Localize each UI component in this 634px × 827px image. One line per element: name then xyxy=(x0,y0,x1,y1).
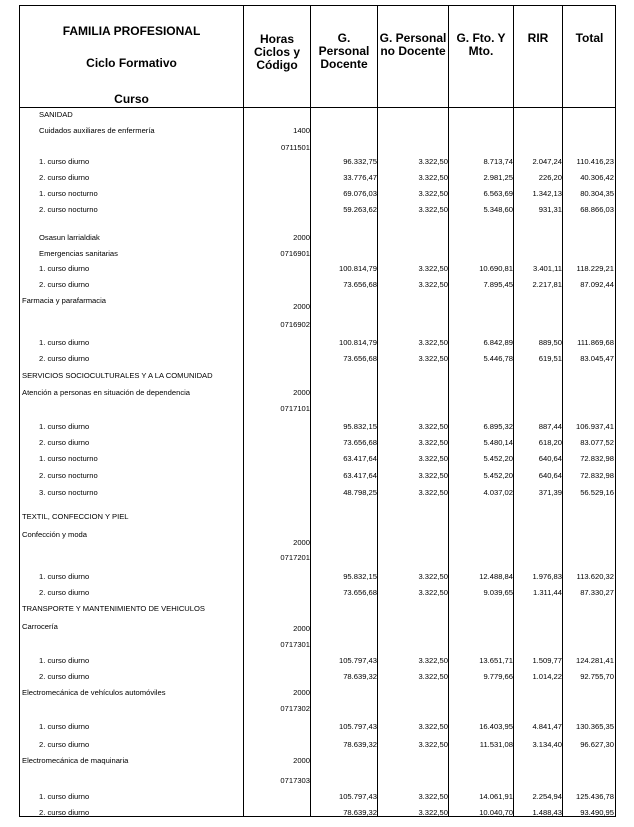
row-label: Electromecánica de maquinaria xyxy=(22,756,129,765)
table-row xyxy=(20,421,615,432)
table-row xyxy=(20,204,615,215)
cell-gp: 95.832,15 xyxy=(343,422,377,431)
table-row xyxy=(20,387,615,398)
table-row xyxy=(20,403,615,414)
cell-rir: 1.014,22 xyxy=(532,672,562,681)
table-row xyxy=(20,537,615,548)
cell-gn: 3.322,50 xyxy=(418,422,448,431)
cell-gf: 9.779,66 xyxy=(483,672,513,681)
table-row xyxy=(20,353,615,364)
row-label: Electromecánica de vehículos automóviles xyxy=(22,688,166,697)
cell-gp: 96.332,75 xyxy=(343,157,377,166)
row-label: 2. curso diurno xyxy=(39,588,90,597)
cell-tot: 111.869,68 xyxy=(577,338,614,347)
cell-horas: 0716902 xyxy=(280,320,310,329)
cell-horas: 0717302 xyxy=(280,704,310,713)
cell-gp: 78.639,32 xyxy=(343,808,377,817)
row-label: Cuidados auxiliares de enfermería xyxy=(39,126,155,135)
cell-gp: 100.814,79 xyxy=(338,338,377,347)
cell-gf: 9.039,65 xyxy=(483,588,513,597)
cell-gf: 6.563,69 xyxy=(483,189,513,198)
cell-gn: 3.322,50 xyxy=(418,808,448,817)
cell-rir: 618,20 xyxy=(538,438,562,447)
row-label: Osasun larrialdiak xyxy=(39,233,100,242)
cell-rir: 371,39 xyxy=(538,488,562,497)
table-row xyxy=(20,587,615,598)
table-row xyxy=(20,301,615,312)
header-gnodocente: G. Personal no Docente xyxy=(379,31,447,58)
cell-gn: 3.322,50 xyxy=(418,157,448,166)
cell-horas: 2000 xyxy=(293,624,310,633)
cell-rir: 889,50 xyxy=(538,338,562,347)
cell-gp: 48.798,25 xyxy=(343,488,377,497)
row-label: TRANSPORTE Y MANTENIMIENTO DE VEHICULOS xyxy=(22,604,205,613)
table-row xyxy=(20,639,615,650)
cell-tot: 96.627,30 xyxy=(580,740,614,749)
cell-gp: 100.814,79 xyxy=(338,264,377,273)
table-row xyxy=(20,552,615,563)
row-label: SANIDAD xyxy=(39,110,73,119)
row-label: 2. curso diurno xyxy=(39,280,90,289)
cell-rir: 931,31 xyxy=(538,205,562,214)
cell-tot: 93.490,95 xyxy=(580,808,614,817)
cell-horas: 0717303 xyxy=(280,776,310,785)
cell-gf: 10.690,81 xyxy=(479,264,513,273)
cell-tot: 92.755,70 xyxy=(580,672,614,681)
row-label: 2. curso nocturno xyxy=(39,205,98,214)
row-label: 1. curso diurno xyxy=(39,157,90,166)
table-row xyxy=(20,437,615,448)
cell-gn: 3.322,50 xyxy=(418,588,448,597)
cell-gf: 2.981,25 xyxy=(483,173,513,182)
cell-tot: 113.620,32 xyxy=(576,572,614,581)
cell-gp: 78.639,32 xyxy=(343,740,377,749)
row-label: 2. curso diurno xyxy=(39,438,90,447)
cell-horas: 0717101 xyxy=(280,404,310,413)
row-label: 2. curso diurno xyxy=(39,173,90,182)
cell-tot: 56.529,16 xyxy=(580,488,614,497)
cell-rir: 640,64 xyxy=(538,454,562,463)
cell-gn: 3.322,50 xyxy=(418,173,448,182)
row-label: 3. curso nocturno xyxy=(39,488,98,497)
cell-horas: 2000 xyxy=(293,233,310,242)
cell-gf: 11.531,08 xyxy=(479,740,513,749)
cell-gp: 73.656,68 xyxy=(343,354,377,363)
cell-rir: 2.217,81 xyxy=(532,280,562,289)
table-row xyxy=(20,755,615,766)
row-label: Confección y moda xyxy=(22,530,88,539)
cell-horas: 2000 xyxy=(293,688,310,697)
cell-gn: 3.322,50 xyxy=(418,205,448,214)
table-row xyxy=(20,721,615,732)
cell-gp: 105.797,43 xyxy=(338,656,377,665)
cell-gp: 63.417,64 xyxy=(343,454,377,463)
cell-horas: 2000 xyxy=(293,756,310,765)
cell-gf: 7.895,45 xyxy=(483,280,513,289)
cell-tot: 83.077,52 xyxy=(580,438,614,447)
table-row xyxy=(20,453,615,464)
table-row xyxy=(20,511,615,522)
header-horas: Horas Ciclos y Código xyxy=(253,32,301,72)
cell-gf: 5.348,60 xyxy=(483,205,513,214)
cell-rir: 2.047,24 xyxy=(532,157,562,166)
cell-rir: 887,44 xyxy=(538,422,562,431)
table-row xyxy=(20,703,615,714)
row-label: SERVICIOS SOCIOCULTURALES Y A LA COMUNIDAD xyxy=(22,371,213,380)
cell-horas: 2000 xyxy=(293,302,310,311)
table-row xyxy=(20,263,615,274)
cell-gf: 14.061,91 xyxy=(479,792,513,801)
cell-horas: 2000 xyxy=(293,388,310,397)
cell-gn: 3.322,50 xyxy=(418,264,448,273)
cell-gp: 59.263,62 xyxy=(343,205,377,214)
cell-rir: 1.342,13 xyxy=(532,189,562,198)
cell-rir: 1.488,43 xyxy=(532,808,562,817)
cell-tot: 106.937,41 xyxy=(575,422,614,431)
cell-gp: 63.417,64 xyxy=(343,471,377,480)
cell-gf: 10.040,70 xyxy=(479,808,513,817)
cell-tot: 124.281,41 xyxy=(575,656,614,665)
cell-rir: 1.976,83 xyxy=(532,572,562,581)
cell-gn: 3.322,50 xyxy=(418,672,448,681)
row-label: Carrocería xyxy=(22,622,58,631)
table-row xyxy=(20,603,615,614)
cell-horas: 0711501 xyxy=(281,143,310,152)
cell-gn: 3.322,50 xyxy=(418,572,448,581)
header-curso: Curso xyxy=(114,92,149,106)
cell-gf: 5.446,78 xyxy=(483,354,513,363)
cell-rir: 1.509,77 xyxy=(532,656,562,665)
cell-gn: 3.322,50 xyxy=(418,338,448,347)
table-row xyxy=(20,109,615,120)
header-gfto: G. Fto. Y Mto. xyxy=(456,31,506,58)
row-label: Farmacia y parafarmacia xyxy=(22,296,106,305)
table-row xyxy=(20,470,615,481)
table-row xyxy=(20,188,615,199)
table-row xyxy=(20,279,615,290)
cell-gf: 6.895,32 xyxy=(483,422,513,431)
cell-tot: 118.229,21 xyxy=(576,264,614,273)
header-gpersonal: G. Personal Docente xyxy=(318,31,370,71)
row-label: TEXTIL, CONFECCION Y PIEL xyxy=(22,512,129,521)
header-total: Total xyxy=(575,31,604,45)
table-row xyxy=(20,739,615,750)
cell-gn: 3.322,50 xyxy=(418,656,448,665)
row-label: 1. curso diurno xyxy=(39,572,90,581)
cell-gn: 3.322,50 xyxy=(418,740,448,749)
cell-gf: 5.452,20 xyxy=(483,471,513,480)
cell-tot: 40.306,42 xyxy=(580,173,614,182)
cell-tot: 130.365,35 xyxy=(575,722,614,731)
cell-gn: 3.322,50 xyxy=(418,280,448,289)
cell-tot: 72.832,98 xyxy=(580,471,614,480)
row-label: 1. curso diurno xyxy=(39,656,90,665)
cell-gf: 8.713,74 xyxy=(483,157,513,166)
cell-rir: 619,51 xyxy=(538,354,562,363)
table-row xyxy=(20,319,615,330)
cell-gn: 3.322,50 xyxy=(418,471,448,480)
cell-gp: 73.656,68 xyxy=(343,438,377,447)
row-label: 1. curso diurno xyxy=(39,792,90,801)
cell-tot: 87.330,27 xyxy=(580,588,614,597)
table-row xyxy=(20,791,615,802)
cell-gn: 3.322,50 xyxy=(418,189,448,198)
cell-horas: 0717301 xyxy=(280,640,310,649)
cell-gp: 95.832,15 xyxy=(343,572,377,581)
header-ciclo: Ciclo Formativo xyxy=(86,56,177,70)
cell-gp: 73.656,68 xyxy=(343,588,377,597)
cell-rir: 3.401,11 xyxy=(533,264,562,273)
cell-tot: 72.832,98 xyxy=(580,454,614,463)
cell-gn: 3.322,50 xyxy=(418,438,448,447)
row-label: 2. curso diurno xyxy=(39,740,90,749)
budget-table xyxy=(19,5,616,817)
row-label: 1. curso nocturno xyxy=(39,189,98,198)
table-row xyxy=(20,232,615,243)
row-label: 1. curso nocturno xyxy=(39,454,98,463)
cell-horas: 2000 xyxy=(293,538,310,547)
cell-gf: 5.480,14 xyxy=(483,438,513,447)
cell-gp: 105.797,43 xyxy=(338,792,377,801)
cell-horas: 1400 xyxy=(293,126,310,135)
table-row xyxy=(20,571,615,582)
cell-gn: 3.322,50 xyxy=(418,792,448,801)
table-row xyxy=(20,142,615,153)
cell-rir: 3.134,40 xyxy=(532,740,562,749)
table-row xyxy=(20,671,615,682)
cell-tot: 68.866,03 xyxy=(580,205,614,214)
cell-horas: 0716901 xyxy=(280,249,310,258)
cell-gf: 13.651,71 xyxy=(479,656,513,665)
table-row xyxy=(20,172,615,183)
cell-gp: 69.076,03 xyxy=(343,189,377,198)
cell-rir: 226,20 xyxy=(538,173,562,182)
row-label: Emergencias sanitarias xyxy=(39,249,118,258)
cell-gf: 12.488,84 xyxy=(479,572,513,581)
cell-gp: 73.656,68 xyxy=(343,280,377,289)
cell-rir: 4.841,47 xyxy=(532,722,562,731)
row-label: 1. curso diurno xyxy=(39,338,90,347)
table-row xyxy=(20,337,615,348)
header-familia: FAMILIA PROFESIONAL xyxy=(62,24,201,38)
cell-rir: 1.311,44 xyxy=(533,588,562,597)
cell-tot: 87.092,44 xyxy=(580,280,614,289)
table-row xyxy=(20,775,615,786)
table-row xyxy=(20,655,615,666)
row-label: 1. curso diurno xyxy=(39,422,90,431)
row-label: 1. curso diurno xyxy=(39,264,90,273)
row-label: 1. curso diurno xyxy=(39,722,90,731)
cell-gn: 3.322,50 xyxy=(418,722,448,731)
cell-tot: 83.045,47 xyxy=(580,354,614,363)
cell-gn: 3.322,50 xyxy=(418,488,448,497)
table-row xyxy=(20,125,615,136)
cell-gf: 6.842,89 xyxy=(483,338,513,347)
cell-gn: 3.322,50 xyxy=(418,454,448,463)
row-label: 2. curso diurno xyxy=(39,672,90,681)
table-row xyxy=(20,370,615,381)
cell-gf: 5.452,20 xyxy=(483,454,513,463)
cell-rir: 640,64 xyxy=(538,471,562,480)
row-label: Atención a personas en situación de dependencia xyxy=(22,388,191,397)
table-row xyxy=(20,623,615,634)
cell-rir: 2.254,94 xyxy=(532,792,562,801)
table-row xyxy=(20,248,615,259)
row-label: 2. curso diurno xyxy=(39,354,90,363)
row-label: 2. curso diurno xyxy=(39,808,90,817)
cell-horas: 0717201 xyxy=(280,553,310,562)
cell-gp: 33.776,47 xyxy=(343,173,377,182)
table-row xyxy=(20,487,615,498)
cell-tot: 125.436,78 xyxy=(575,792,614,801)
cell-gf: 16.403,95 xyxy=(479,722,513,731)
cell-tot: 110.416,23 xyxy=(576,157,614,166)
table-row xyxy=(20,687,615,698)
header-rir: RIR xyxy=(527,31,549,45)
row-label: 2. curso nocturno xyxy=(39,471,98,480)
cell-gn: 3.322,50 xyxy=(418,354,448,363)
cell-gp: 78.639,32 xyxy=(343,672,377,681)
cell-gf: 4.037,02 xyxy=(483,488,513,497)
cell-gp: 105.797,43 xyxy=(338,722,377,731)
table-row xyxy=(20,807,615,818)
table-row xyxy=(20,156,615,167)
cell-tot: 80.304,35 xyxy=(580,189,614,198)
